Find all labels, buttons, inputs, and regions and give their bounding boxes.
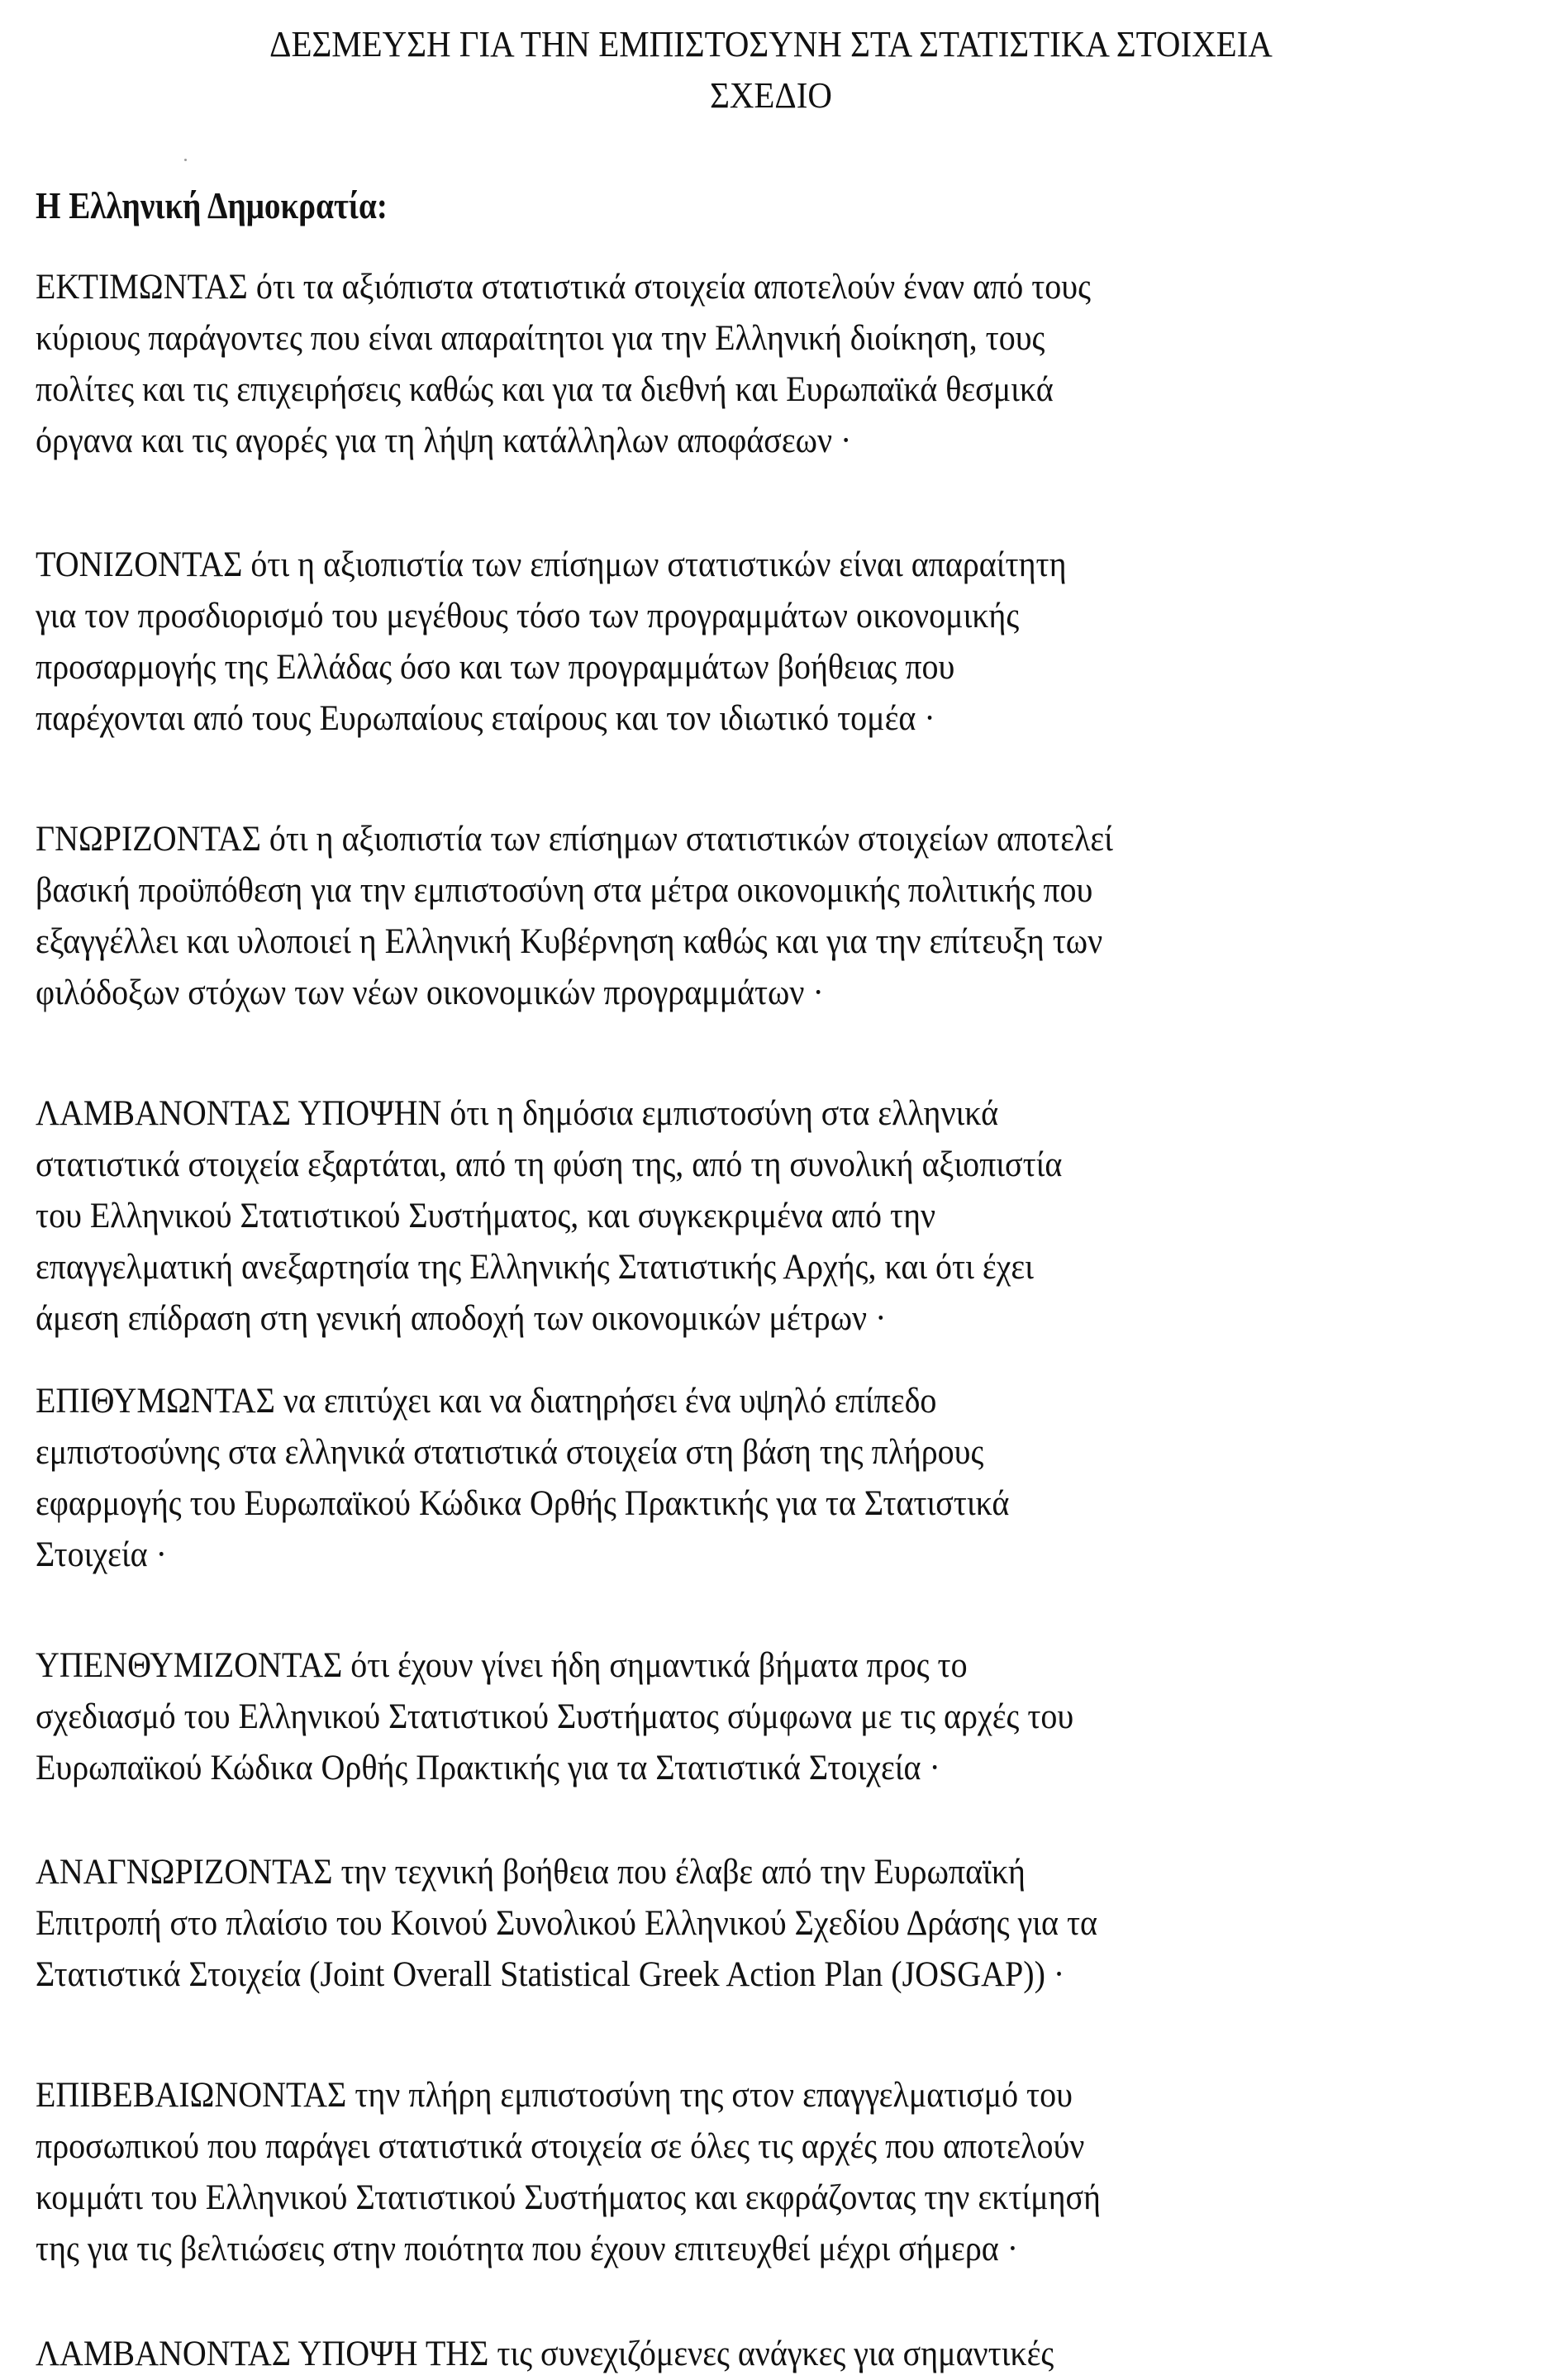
- paragraph-line: πολίτες και τις επιχειρήσεις καθώς και για τα διεθνή και Ευρωπαϊκά θεσμικά: [36, 370, 1054, 409]
- paragraph-line: ΕΚΤΙΜΩΝΤΑΣ ότι τα αξιόπιστα στατιστικά στοιχεία αποτελούν έναν από τους: [36, 268, 1091, 307]
- section-heading: Η Ελληνική Δημοκρατία:: [36, 184, 388, 226]
- paragraph-line: ΓΝΩΡΙΖΟΝΤΑΣ ότι η αξιοπιστία των επίσημων στατιστικών στοιχείων αποτελεί: [36, 820, 1113, 859]
- paragraph: [36, 1088, 1523, 1345]
- paragraph-line: ΛΑΜΒΑΝΟΝΤΑΣ ΥΠΟΨΗΝ ότι η δημόσια εμπιστοσύνη στα ελληνικά: [36, 1094, 999, 1133]
- scan-speck: [184, 159, 187, 161]
- paragraph-line: προσωπικού που παράγει στατιστικά στοιχεία σε όλες τις αρχές που αποτελούν: [36, 2127, 1085, 2166]
- paragraph-line: ΑΝΑΓΝΩΡΙΖΟΝΤΑΣ την τεχνική βοήθεια που έλαβε από την Ευρωπαϊκή: [36, 1853, 1026, 1892]
- paragraph: [36, 540, 1523, 745]
- document-title: ΔΕΣΜΕΥΣΗ ΓΙΑ ΤΗΝ ΕΜΠΙΣΤΟΣΥΝΗ ΣΤΑ ΣΤΑΤΙΣΤΙΚΑ ΣΤΟΙΧΕΙΑ: [269, 24, 1273, 64]
- paragraph-line: βασική προϋπόθεση για την εμπιστοσύνη στα μέτρα οικονομικής πολιτικής που: [36, 871, 1093, 910]
- paragraph-line: εξαγγέλλει και υλοποιεί η Ελληνική Κυβέρνηση καθώς και για την επίτευξη των: [36, 922, 1103, 961]
- paragraph-line: Στοιχεία ·: [36, 1535, 167, 1574]
- paragraph-line: Ευρωπαϊκού Κώδικα Ορθής Πρακτικής για τα Στατιστικά Στοιχεία ·: [36, 1749, 940, 1787]
- paragraph-line: Επιτροπή στο πλαίσιο του Κοινού Συνολικού Ελληνικού Σχεδίου Δράσης για τα: [36, 1904, 1097, 1943]
- paragraph: [36, 2070, 1523, 2275]
- paragraph-line: ΛΑΜΒΑΝΟΝΤΑΣ ΥΠΟΨΗ ΤΗΣ τις συνεχιζόμενες ανάγκες για σημαντικές: [36, 2335, 1054, 2373]
- paragraph: [36, 814, 1523, 1019]
- paragraph-line: φιλόδοξων στόχων των νέων οικονομικών προγραμμάτων ·: [36, 973, 824, 1012]
- paragraph: [36, 262, 1523, 467]
- paragraph: [36, 1847, 1523, 2001]
- paragraph-line: ΥΠΕΝΘΥΜΙΖΟΝΤΑΣ ότι έχουν γίνει ήδη σημαντικά βήματα προς το: [36, 1646, 968, 1685]
- paragraph-line: ΕΠΙΘΥΜΩΝΤΑΣ να επιτύχει και να διατηρήσει ένα υψηλό επίπεδο: [36, 1382, 937, 1421]
- paragraph-line: εμπιστοσύνης στα ελληνικά στατιστικά στοιχεία στη βάση της πλήρους: [36, 1433, 984, 1472]
- paragraph-line: ΕΠΙΒΕΒΑΙΩΝΟΝΤΑΣ την πλήρη εμπιστοσύνη της στον επαγγελματισμό του: [36, 2076, 1073, 2115]
- paragraph: [36, 1640, 1523, 1794]
- paragraph-line: στατιστικά στοιχεία εξαρτάται, από τη φύση της, από τη συνολική αξιοπιστία: [36, 1145, 1063, 1184]
- paragraph-line: Στατιστικά Στοιχεία (Joint Overall Statistical Greek Action Plan (JOSGAP)) ·: [36, 1955, 1065, 1994]
- paragraph-line: σχεδιασμό του Ελληνικού Στατιστικού Συστήματος σύμφωνα με τις αρχές του: [36, 1697, 1074, 1736]
- paragraph-line: όργανα και τις αγορές για τη λήψη κατάλληλων αποφάσεων ·: [36, 421, 852, 460]
- paragraph-line: για τον προσδιορισμό του μεγέθους τόσο των προγραμμάτων οικονομικής: [36, 597, 1020, 635]
- paragraph-line: εφαρμογής του Ευρωπαϊκού Κώδικα Ορθής Πρακτικής για τα Στατιστικά: [36, 1484, 1010, 1523]
- paragraph-line: της για τις βελτιώσεις στην ποιότητα που έχουν επιτευχθεί μέχρι σήμερα ·: [36, 2230, 1019, 2268]
- document-subtitle: ΣΧΕΔΙΟ: [710, 75, 832, 116]
- paragraph: [36, 1376, 1523, 1581]
- paragraph-line: κύριους παράγοντες που είναι απαραίτητοι για την Ελληνική διοίκηση, τους: [36, 319, 1045, 358]
- paragraph: [36, 2329, 1523, 2380]
- paragraph-line: παρέχονται από τους Ευρωπαίους εταίρους και τον ιδιωτικό τομέα ·: [36, 699, 935, 738]
- paragraph-line: κομμάτι του Ελληνικού Στατιστικού Συστήματος και εκφράζοντας την εκτίμησή: [36, 2178, 1101, 2217]
- paragraph-line: επαγγελματική ανεξαρτησία της Ελληνικής Στατιστικής Αρχής, και ότι έχει: [36, 1248, 1034, 1287]
- paragraph-line: άμεση επίδραση στη γενική αποδοχή των οικονομικών μέτρων ·: [36, 1299, 887, 1338]
- paragraph-line: προσαρμογής της Ελλάδας όσο και των προγραμμάτων βοήθειας που: [36, 648, 955, 687]
- paragraph-line: ΤΟΝΙΖΟΝΤΑΣ ότι η αξιοπιστία των επίσημων στατιστικών είναι απαραίτητη: [36, 545, 1067, 584]
- paragraph-line: του Ελληνικού Στατιστικού Συστήματος, και συγκεκριμένα από την: [36, 1197, 936, 1235]
